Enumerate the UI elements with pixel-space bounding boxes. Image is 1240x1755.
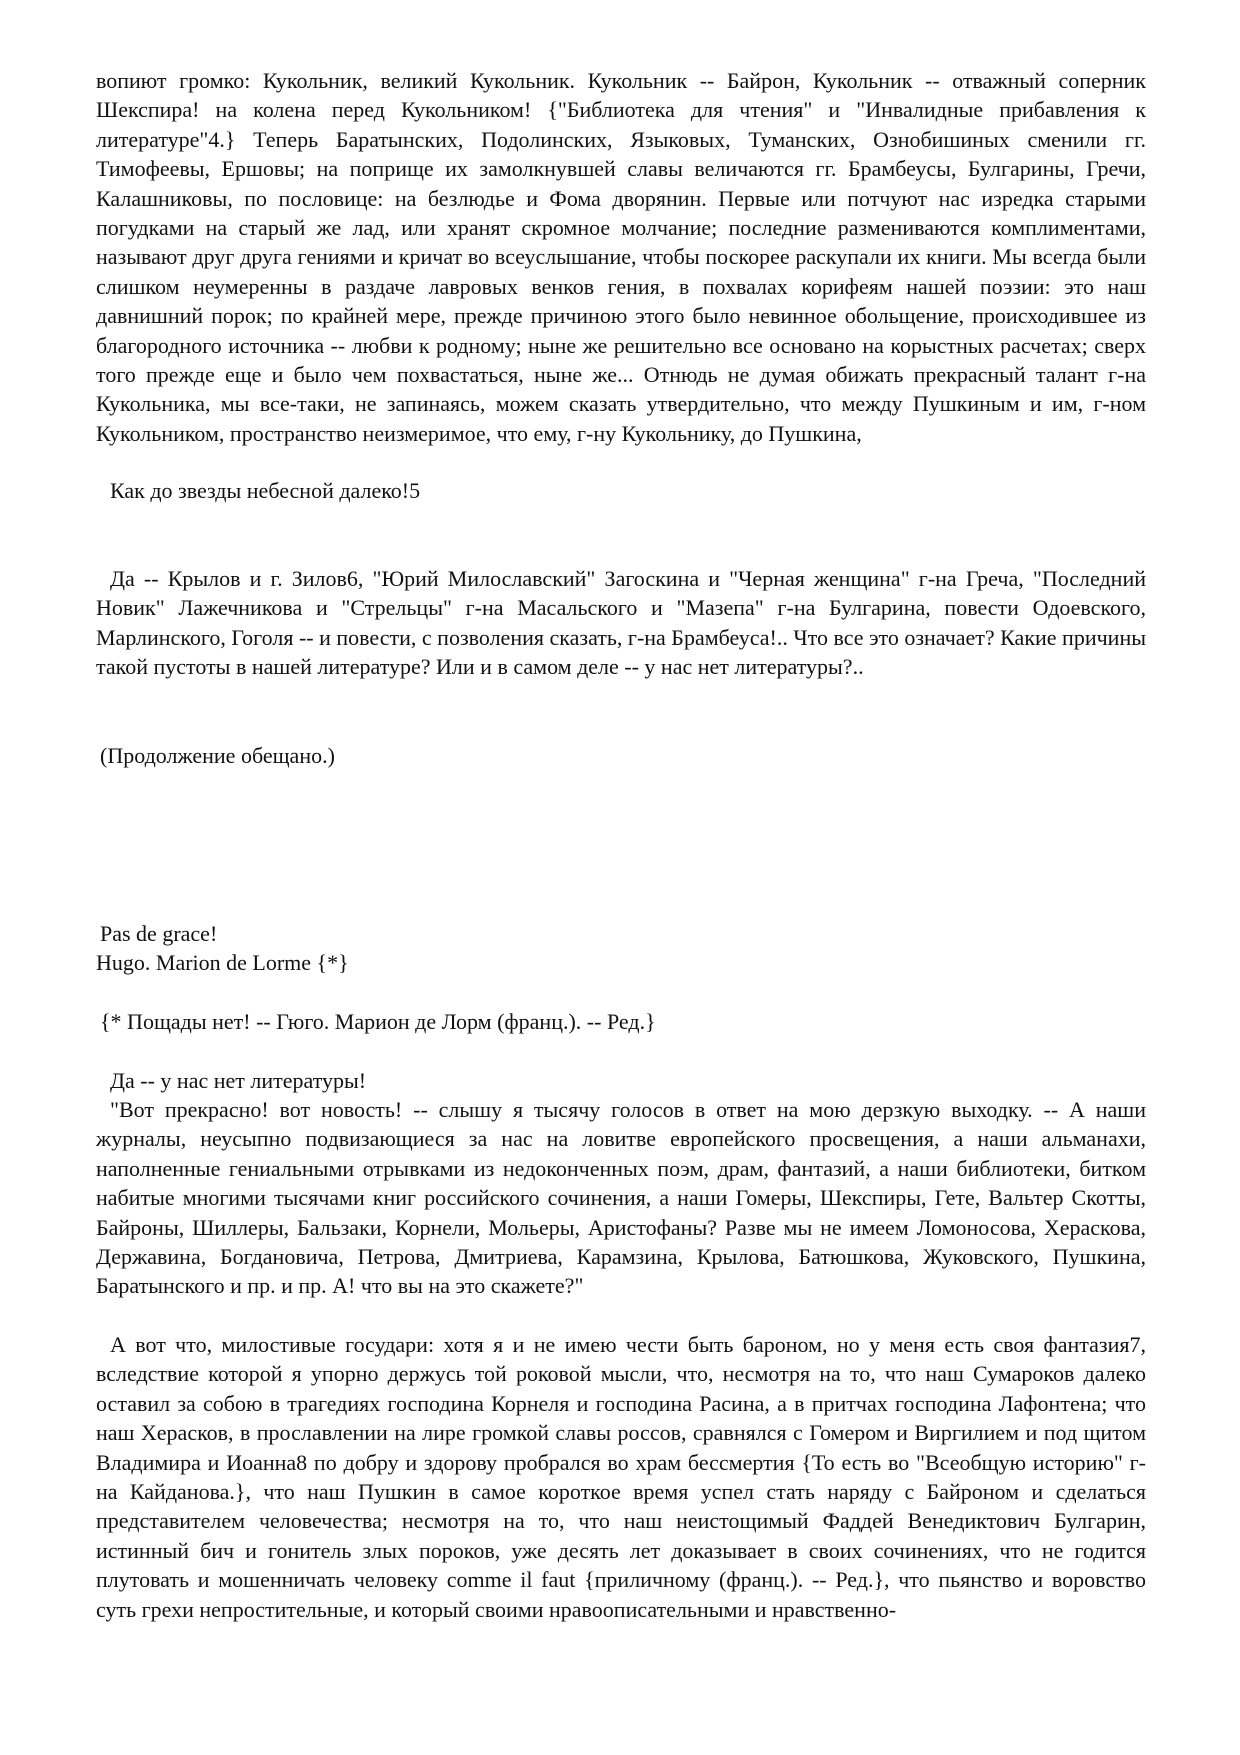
continuation-note: (Продолжение обещано.) <box>100 743 335 768</box>
paragraph-objection: "Вот прекрасно! вот новость! -- слышу я тысячу голосов в ответ на мою дерзкую выходку. -- А наши журналы, неусыпно подвизающиеся за нас на ловитве европейского просвещения, а наши альманахи, наполненные гениальными отрывками из недоконченных поэм, драм, фантазий, а наши библиотеки, битком набитые многими тысячами книг российского сочинения, а наши Гомеры, Шекспиры, Гете, Вальтер Скотты, Байроны, Шиллеры, Бальзаки, Корнели, Мольеры, Аристофаны? Разве мы не имеем Ломоносова, Хераскова, Державина, Богдановича, Петрова, Дмитриева, Карамзина, Крылова, Батюшкова, Жуковского, Пушкина, Баратынского и пр. и пр. А! что вы на это скажете?" <box>96 1097 1146 1299</box>
epigraph-footnote: {* Пощады нет! -- Гюго. Марион де Лорм (франц.). -- Ред.} <box>100 1009 656 1034</box>
paragraph-quote-star: Как до звезды небесной далеко!5 <box>110 478 421 503</box>
paragraph-krylov: Да -- Крылов и г. Зилов6, "Юрий Милославский" Загоскина и "Черная женщина" г-на Греча, "Последний Новик" Лажечникова и "Стрельцы" г-на Масальского и "Мазепа" г-на Булгарина, повести Одоевского, Марлинского, Гоголя -- и повести, с позволения сказать, г-на Брамбеуса!.. Что все это означает? Какие причины такой пустоты в нашей литературе? Или и в самом деле -- у нас нет литературы?.. <box>96 566 1146 680</box>
paragraph-reply: А вот что, милостивые государи: хотя я и не имею чести быть бароном, но у меня есть своя фантазия7, вследствие которой я упорно держусь той роковой мысли, что, несмотря на то, что наш Сумароков далеко оставил за собою в трагедиях господина Корнеля и господина Расина, а в притчах господина Лафонтена; что наш Херасков, в прославлении на лире громкой славы россов, сравнялся с Гомером и Виргилием и под щитом Владимира и Иоанна8 по добру и здорову пробрался во храм бессмертия {То есть во "Всеобщую историю" г-на Кайданова.}, что наш Пушкин в самое короткое время успел стать наряду с Байроном и сделаться представителем человечества; несмотря на то, что наш неистощимый Фаддей Венедиктович Булгарин, истинный бич и гонитель злых пороков, уже десять лет доказывает в своих сочинениях, что не годится плутовать и мошенничать человеку comme il faut {приличному (франц.). -- Ред.}, что пьянство и воровство суть грехи непростительные, и который своими нравоописательными и нравственно- <box>96 1332 1146 1622</box>
epigraph <box>96 919 1146 978</box>
epigraph-attribution: Hugo. Marion de Lorme {*} <box>96 950 349 976</box>
paragraph-no-literature: Да -- у нас нет литературы! <box>110 1068 367 1093</box>
paragraph-kukolnik: вопиют громко: Кукольник, великий Кукольник. Кукольник -- Байрон, Кукольник -- отважный соперник Шекспира! на колена перед Кукольником! {"Библиотека для чтения" и "Инвалидные прибавления к литературе"4.} Теперь Баратынских, Подолинских, Языковых, Туманских, Ознобишиных сменили гг. Тимофеевы, Ершовы; на поприще их замолкнувшей славы величаются гг. Брамбеусы, Булгарины, Гречи, Калашниковы, по пословице: на безлюдье и Фома дворянин. Первые или потчуют нас изредка старыми погудками на старый же лад, или хранят скромное молчание; последние размениваются комплиментами, называют друг друга гениями и кричат во всеуслышание, чтобы поскорее раскупали их книги. Мы всегда были слишком неумеренны в раздаче лавровых венков гения, в похвалах корифеям нашей поэзии: это наш давнишний порок; по крайней мере, прежде причиною этого было невинное обольщение, происходившее из благородного источника -- любви к родному; ныне же решительно все основано на корыстных расчетах; сверх того прежде еще и было чем похвастаться, ныне же... Отнюдь не думая обижать прекрасный талант г-на Кукольника, мы все-таки, не запинаясь, можем сказать утвердительно, что между Пушкиным и им, г-ном Кукольником, пространство неизмеримое, что ему, г-ну Кукольнику, до Пушкина, <box>96 68 1146 446</box>
epigraph-line: Pas de grace! <box>100 921 218 946</box>
